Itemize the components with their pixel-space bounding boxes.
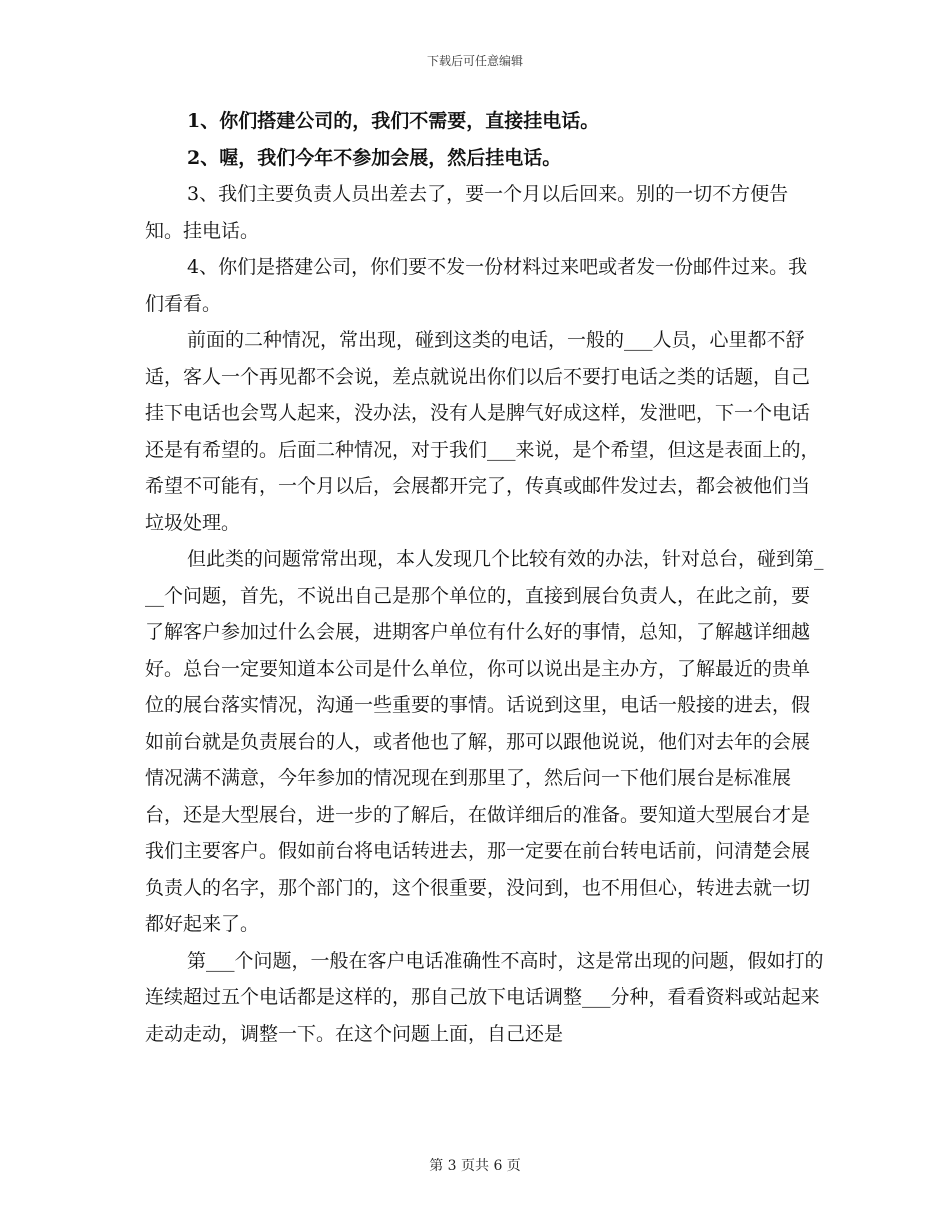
- bold-item-2: 2、喔，我们今年不参加会展，然后挂电话。: [187, 146, 562, 169]
- paragraph-situations: 前面的二种情况，常出现，碰到这类的电话，一般的___人员，心里都不舒适，客人一个再见都不会说，差点就说出你们以后不要打电话之类的话题，自己挂下电话也会骂人起来，没办法，没有人是脾气好成这样，发泄吧，下一个电话还是有希望的。后面二种情况，对于我们___来说，是个希望，但这是表面上的，希望不可能有，一个月以后，会展都开完了，传真或邮件发过去，都会被他们当垃圾处理。: [145, 329, 820, 534]
- header-note: 下载后可任意编辑: [426, 54, 523, 68]
- bold-item-1: 1、你们搭建公司的，我们不需要，直接挂电话。: [187, 110, 600, 132]
- item-4: 4、你们是搭建公司，你们要不发一份材料过来吧或者发一份邮件过来。我们看看。: [145, 256, 808, 315]
- paragraph-second-problem: 第___个问题，一般在客户电话准确性不高时，这是常出现的问题，假如打的连续超过五个电话都是这样的，那自己放下电话调整___分种，看看资料或站起来走动走动，调整一下。在这个问题上面，自己还是: [145, 949, 824, 1045]
- paragraph-solutions: 但此类的问题常常出现，本人发现几个比较有效的办法，针对总台，碰到第___个问题，首先，不说出自己是那个单位的，直接到展台负责人，在此之前，要了解客户参加过什么会展，进期客户单位有什么好的事情，总知，了解越详细越好。总台一定要知道本公司是什么单位，你可以说出是主办方，了解最近的贵单位的展台落实情况，沟通一些重要的事情。话说到这里，电话一般接的进去，假如前台就是负责展台的人，或者他也了解，那可以跟他说说，他们对去年的会展情况满不满意，今年参加的情况现在到那里了，然后问一下他们展台是标准展台，还是大型展台，进一步的了解后，在做详细后的准备。要知道大型展台才是我们主要客户。假如前台将电话转进去，那一定要在前台转电话前，问清楚会展负责人的名字，那个部门的，这个很重要，没问到，也不用但心，转进去就一切都好起来了。: [145, 548, 824, 935]
- page-number: 第 3 页共 6 页: [429, 1158, 521, 1174]
- item-3: 3、我们主要负责人员出差去了，要一个月以后回来。别的一切不方便告知。挂电话。: [145, 183, 789, 242]
- document-body: [145, 103, 825, 1052]
